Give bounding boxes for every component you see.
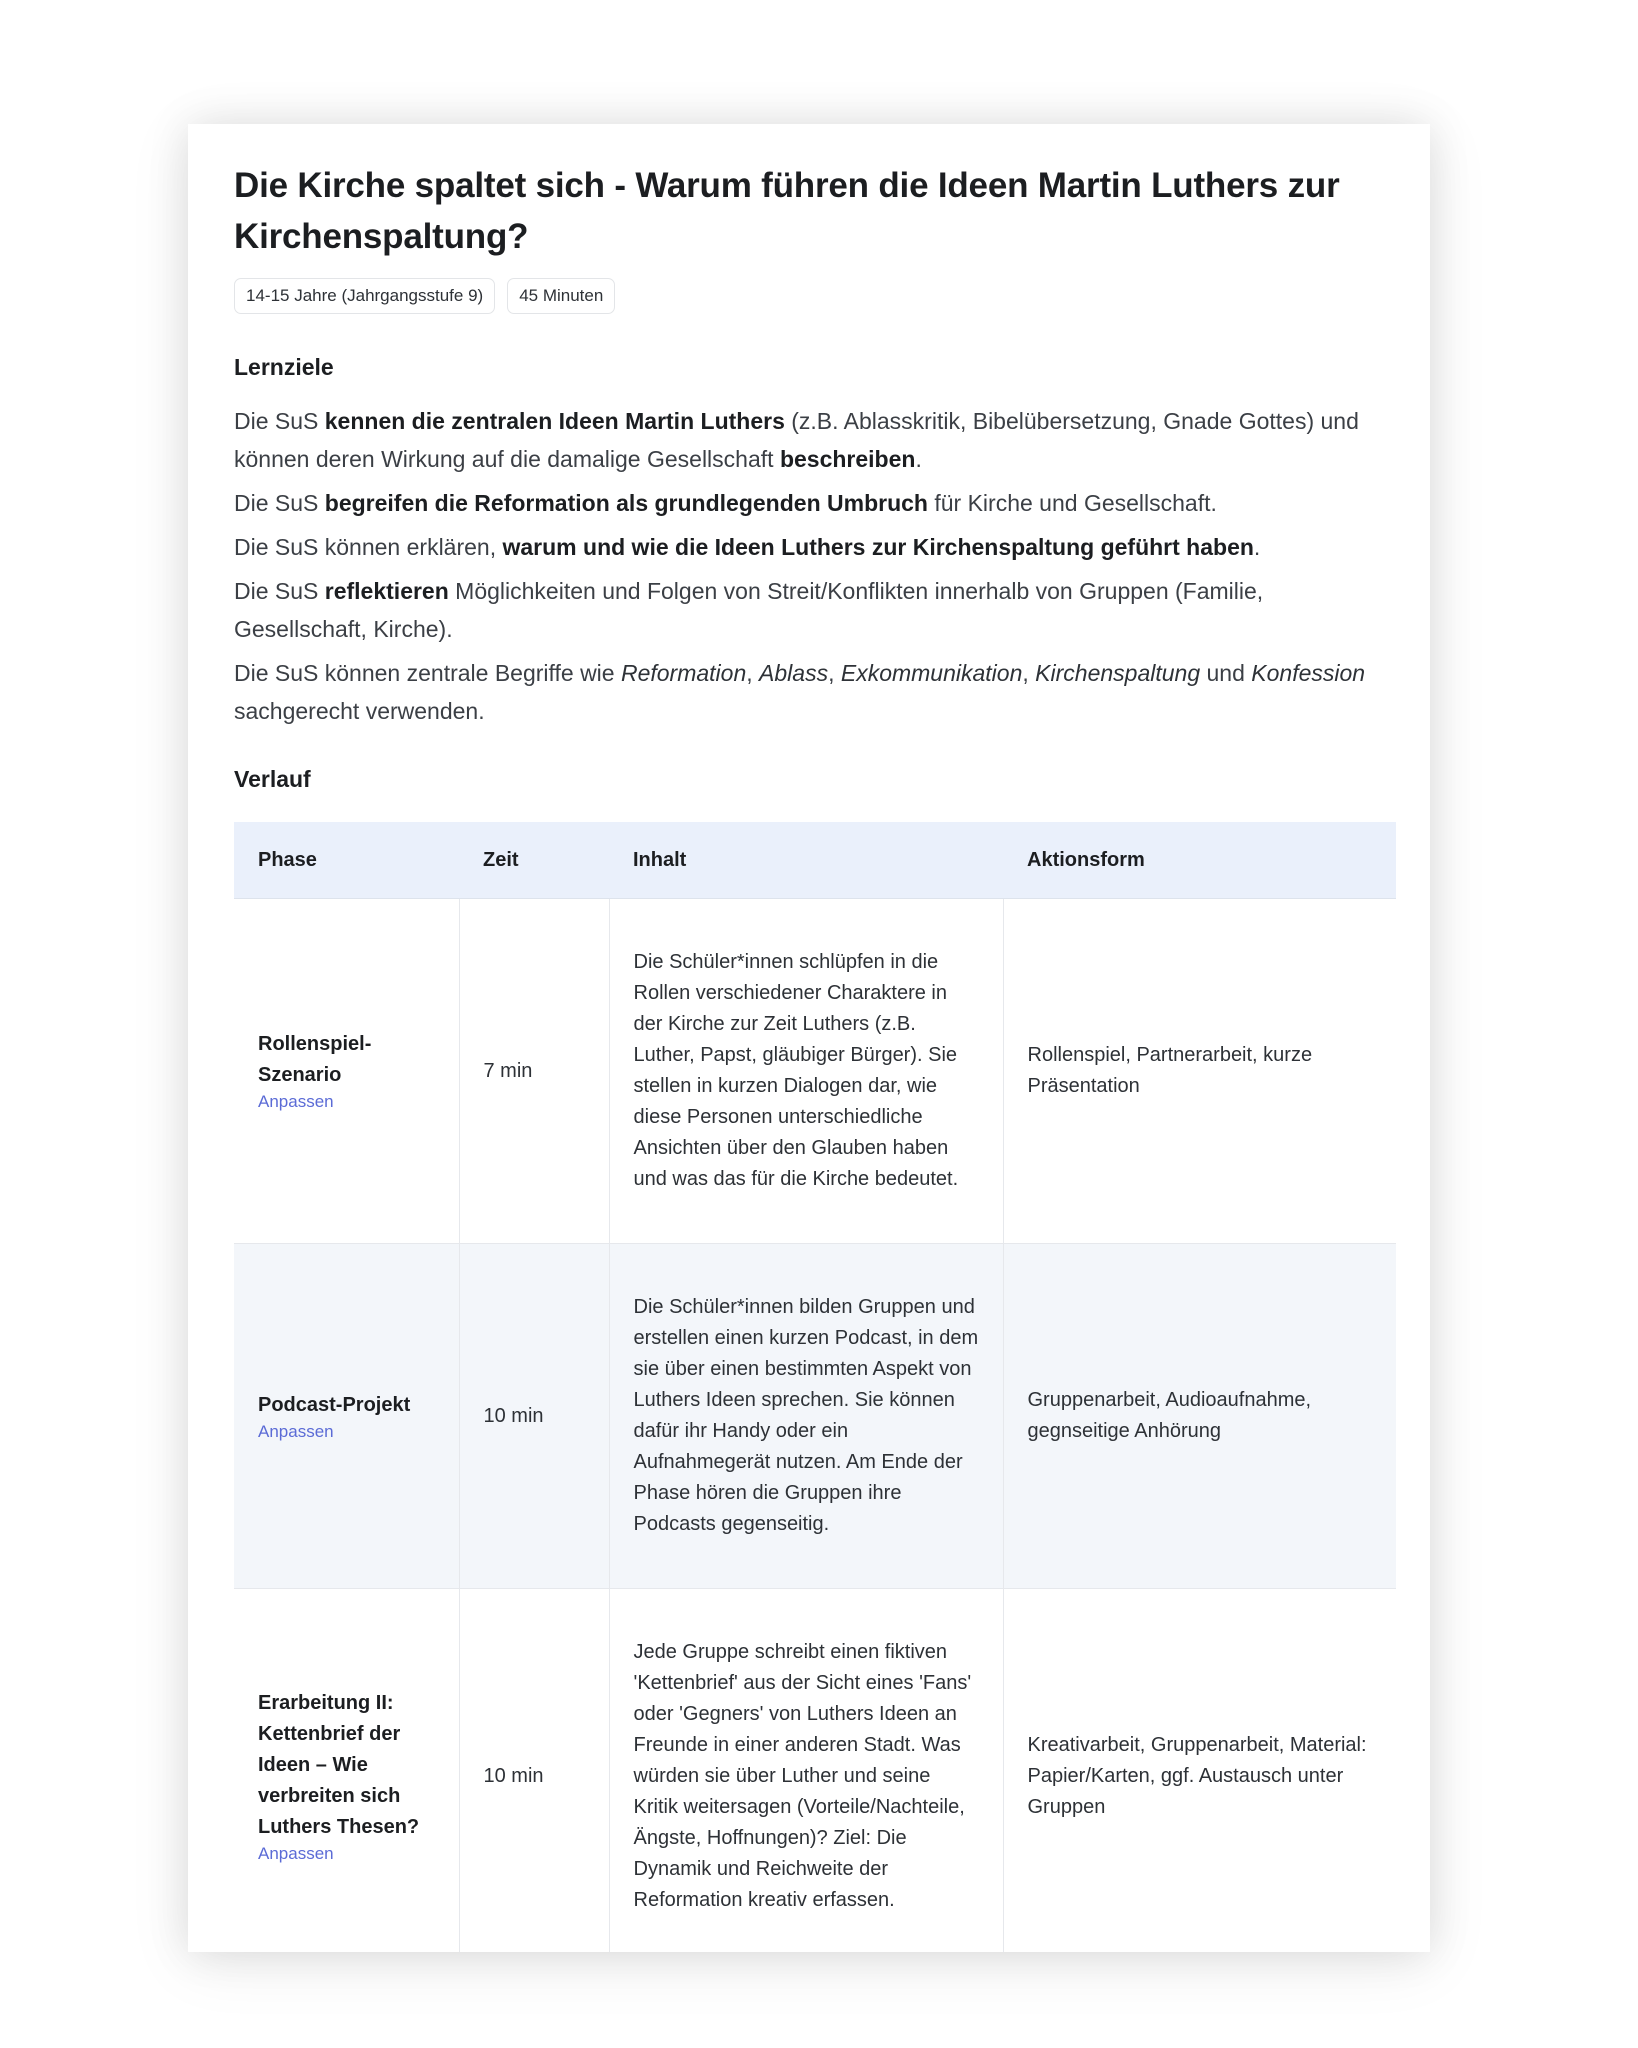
- goal-text: .: [1253, 534, 1261, 560]
- goal-text: sachgerecht verwenden.: [234, 698, 485, 724]
- goal-text: ,: [1022, 660, 1036, 686]
- learning-goal: [234, 654, 1396, 730]
- column-header-zeit: Zeit: [459, 822, 609, 899]
- goal-emphasis-bold: kennen die zentralen Ideen Martin Luthers: [324, 408, 785, 434]
- goal-text: Die SuS: [234, 578, 325, 604]
- inhalt-cell: Jede Gruppe schreibt einen fiktiven 'Kettenbrief' aus der Sicht eines 'Fans' oder 'Gegners' von Luthers Ideen an Freunde in einer anderen Stadt. Was würden sie über Luther und seine Kritik weitersagen (Vorteile/Nachteile, Ängste, Hoffnungen)? Ziel: Die Dynamik und Reichweite der Reformation kreativ erfassen.: [609, 1589, 1003, 1953]
- table-row: [234, 1244, 1396, 1589]
- anpassen-link[interactable]: Anpassen: [258, 1421, 334, 1441]
- anpassen-link[interactable]: Anpassen: [258, 1844, 334, 1863]
- phase-name: Podcast-Projekt: [258, 1393, 411, 1416]
- goal-text: Die SuS: [234, 408, 325, 434]
- phase-cell: [234, 1244, 459, 1589]
- table-row: [234, 1589, 1396, 1953]
- goal-text: Die SuS können erklären,: [234, 534, 503, 560]
- goal-emphasis-bold: begreifen die Reformation als grundlegenden Umbruch: [324, 490, 928, 516]
- phase-name: Erarbeitung II: Kettenbrief der Ideen – Wie verbreiten sich Luthers Thesen?: [258, 1692, 420, 1838]
- learning-goal: [234, 528, 1396, 566]
- goal-emphasis-bold: reflektieren: [324, 578, 449, 604]
- goal-term-italic: Konfession: [1251, 660, 1366, 686]
- goal-term-italic: Kirchenspaltung: [1035, 660, 1201, 686]
- zeit-cell: 10 min: [459, 1244, 609, 1589]
- inhalt-cell: Die Schüler*innen schlüpfen in die Rollen verschiedener Charaktere in der Kirche zur Zeit Luthers (z.B. Luther, Papst, gläubiger Bürger). Sie stellen in kurzen Dialogen dar, wie diese Personen unterschiedliche Ansichten über den Glauben haben und was das für die Kirche bedeutet.: [609, 899, 1003, 1244]
- lernziele-heading: Lernziele: [234, 354, 334, 380]
- page-title: Die Kirche spaltet sich - Warum führen die Ideen Martin Luthers zur Kirchenspaltung?: [234, 166, 1340, 256]
- learning-goals: [234, 402, 1396, 730]
- meta-badges: [234, 278, 1396, 314]
- table-row: [234, 899, 1396, 1244]
- learning-goal: [234, 484, 1396, 522]
- inhalt-cell: Die Schüler*innen bilden Gruppen und erstellen einen kurzen Podcast, in dem sie über einen bestimmten Aspekt von Luthers Ideen sprechen. Sie können dafür ihr Handy oder ein Aufnahmegerät nutzen. Am Ende der Phase hören die Gruppen ihre Podcasts gegenseitig.: [609, 1244, 1003, 1589]
- learning-goal: [234, 402, 1396, 478]
- verlauf-heading: Verlauf: [234, 766, 311, 792]
- goal-text: für Kirche und Gesellschaft.: [927, 490, 1217, 516]
- goal-text: Die SuS können zentrale Begriffe wie: [234, 660, 621, 686]
- duration-badge: 45 Minuten: [507, 278, 615, 314]
- goal-emphasis-bold: warum und wie die Ideen Luthers zur Kirchenspaltung geführt haben: [502, 534, 1254, 560]
- aktionsform-cell: Rollenspiel, Partnerarbeit, kurze Präsentation: [1003, 899, 1396, 1244]
- zeit-cell: 10 min: [459, 1589, 609, 1953]
- goal-text: Möglichkeiten und Folgen von Streit/Konflikten innerhalb von Gruppen (Familie, Gesellschaft, Kirche).: [234, 578, 1264, 642]
- table-header-row: [234, 822, 1396, 899]
- anpassen-link[interactable]: Anpassen: [258, 1092, 334, 1111]
- goal-term-italic: Reformation: [620, 660, 747, 686]
- goal-text: Die SuS: [234, 490, 325, 516]
- goal-text: und: [1200, 660, 1252, 686]
- goal-text: ,: [746, 660, 760, 686]
- phase-cell: [234, 899, 459, 1244]
- age-badge: 14-15 Jahre (Jahrgangsstufe 9): [234, 278, 495, 314]
- column-header-aktionsform: Aktionsform: [1003, 822, 1396, 899]
- verlauf-table: [234, 822, 1396, 1952]
- goal-text: (z.B. Ablasskritik, Bibelübersetzung, Gnade Gottes) und können deren Wirkung auf die damalige Gesellschaft: [234, 408, 1359, 472]
- column-header-phase: Phase: [234, 822, 459, 899]
- phase-cell: [234, 1589, 459, 1953]
- phase-name: Rollenspiel-Szenario: [258, 1033, 372, 1086]
- lesson-plan-content: [234, 160, 1396, 1952]
- goal-term-italic: Ablass: [759, 660, 829, 686]
- zeit-cell: 7 min: [459, 899, 609, 1244]
- column-header-inhalt: Inhalt: [609, 822, 1003, 899]
- goal-text: .: [915, 446, 922, 472]
- goal-emphasis-bold: beschreiben: [779, 446, 916, 472]
- learning-goal: [234, 572, 1396, 648]
- goal-term-italic: Exkommunikation: [840, 660, 1023, 686]
- lesson-plan-card: [188, 124, 1430, 1952]
- goal-text: ,: [828, 660, 841, 686]
- aktionsform-cell: Kreativarbeit, Gruppenarbeit, Material: Papier/Karten, ggf. Austausch unter Gruppen: [1003, 1589, 1396, 1953]
- aktionsform-cell: Gruppenarbeit, Audioaufnahme, gegnseitige Anhörung: [1003, 1244, 1396, 1589]
